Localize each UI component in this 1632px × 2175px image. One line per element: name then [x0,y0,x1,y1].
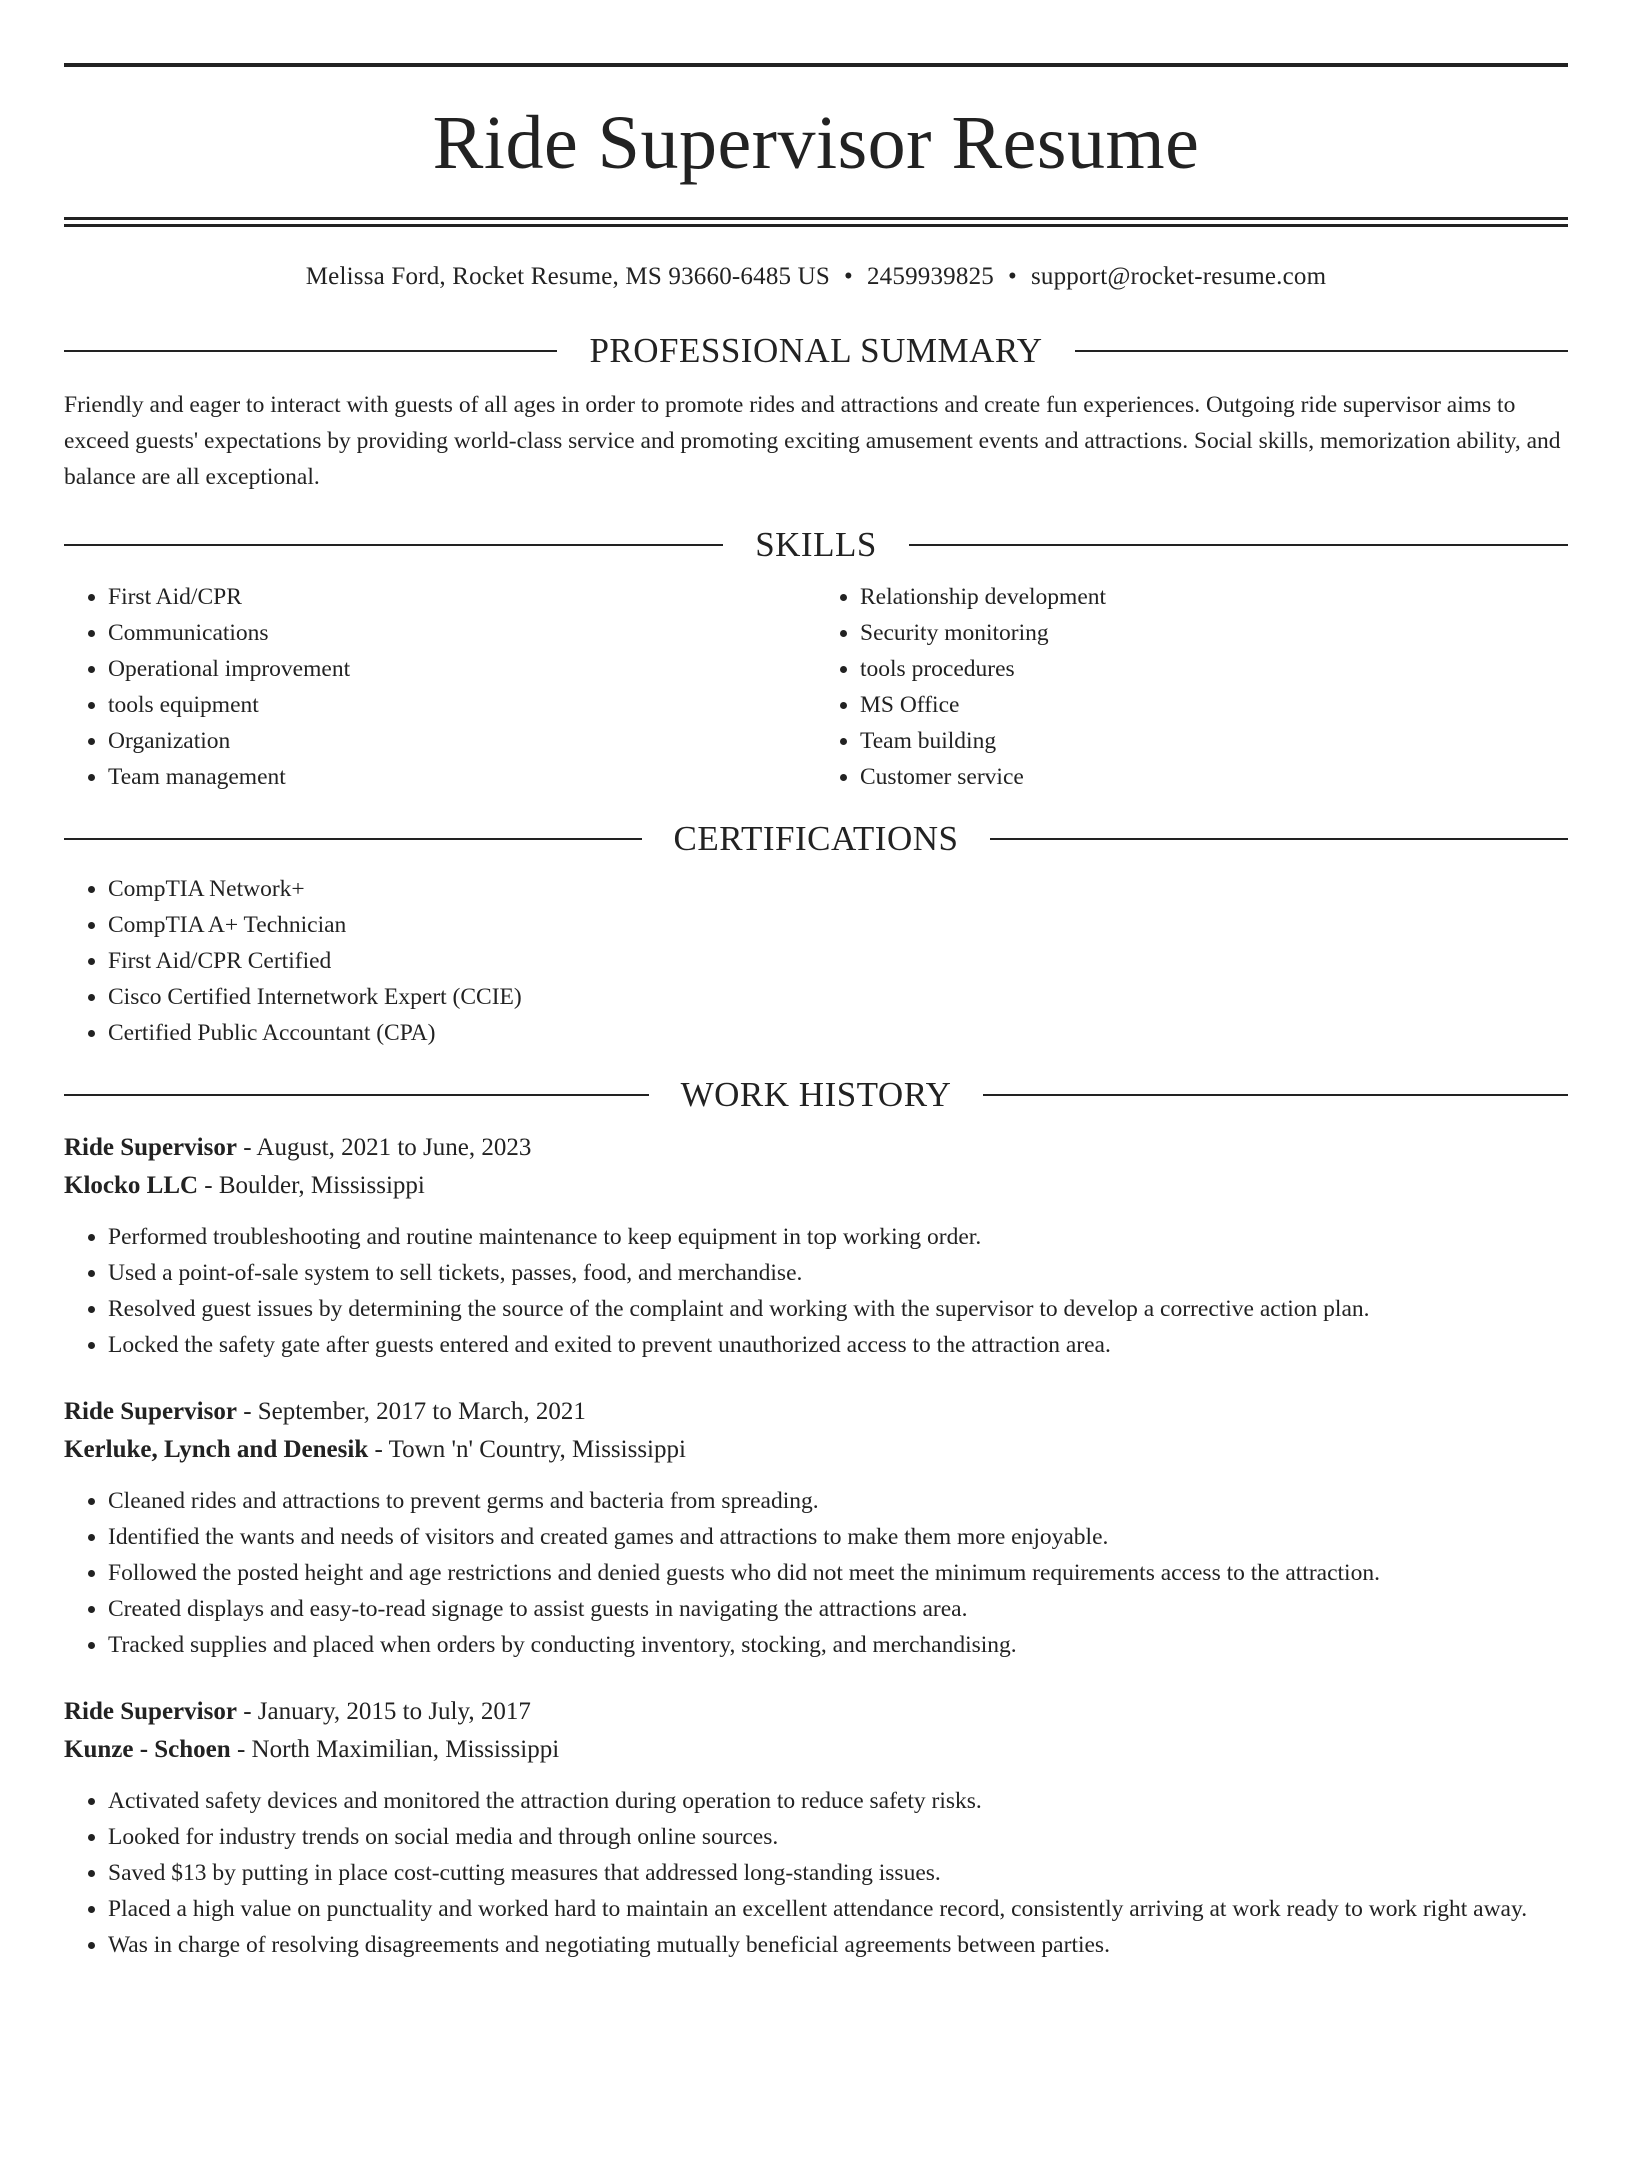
summary-heading [64,331,1568,371]
job-bullets [64,1219,1568,1363]
skill-item: • First Aid/CPR [108,579,816,615]
job-bullet: • Used a point-of-sale system to sell tickets, passes, food, and merchandise. [108,1255,1568,1291]
job-dates: - January, 2015 to July, 2017 [236,1698,531,1725]
skills-list [64,579,1568,795]
summary-text: Friendly and eager to interact with guests of all ages in order to promote rides and attractions and create fun experiences. Outgoing ride supervisor aims to exceed guests' expectations by providing world-class service and promoting exciting amusement events and attractions. Social skills, memorization ability, and balance are all exceptional. [64,392,1561,490]
skills-heading [64,525,1568,565]
certifications-heading-label: CERTIFICATIONS [673,819,959,858]
job-bullet: • Activated safety devices and monitored the attraction during operation to reduce safety risks. [108,1783,1568,1819]
certification-item: • CompTIA A+ Technician [108,907,1568,943]
certification-item: • Cisco Certified Internetwork Expert (CCIE) [108,979,1568,1015]
job-company: Kunze - Schoen [64,1736,231,1763]
heading-rule [983,1094,1568,1096]
skills-heading-label: SKILLS [755,525,877,564]
heading-rule [1075,350,1568,352]
skills-column-right [816,579,1568,795]
top-rule [64,63,1568,67]
job-bullet: • Saved $13 by putting in place cost-cutting measures that addressed long-standing issues. [108,1855,1568,1891]
job-company-line [64,1731,1568,1769]
job-bullet: • Placed a high value on punctuality and worked hard to maintain an excellent attendance record, consistently arriving at work ready to work right away. [108,1891,1568,1927]
double-rule [64,217,1568,227]
heading-rule [64,350,557,352]
job-bullet: • Followed the posted height and age restrictions and denied guests who did not meet the minimum requirements access to the attraction. [108,1555,1568,1591]
skill-item: • tools equipment [108,687,816,723]
heading-rule [64,1094,649,1096]
certifications-heading [64,819,1568,859]
resume-page [0,63,1632,2175]
job-bullet: • Resolved guest issues by determining the source of the complaint and working with the supervisor to develop a corrective action plan. [108,1291,1568,1327]
heading-rule [990,838,1568,840]
certification-item: • First Aid/CPR Certified [108,943,1568,979]
job-entry [64,1693,1568,1963]
job-company-line [64,1167,1568,1205]
job-bullets [64,1483,1568,1663]
job-location: - North Maximilian, Mississippi [230,1736,560,1763]
job-bullet: • Tracked supplies and placed when orders by conducting inventory, stocking, and merchandising. [108,1627,1568,1663]
skill-item: • Team building [860,723,1568,759]
job-title: Ride Supervisor [64,1134,237,1161]
skill-item: • MS Office [860,687,1568,723]
skill-item: • Relationship development [860,579,1568,615]
job-location: - Town 'n' Country, Mississippi [368,1436,686,1463]
contact-separator: • [844,263,853,290]
job-bullets [64,1783,1568,1963]
certifications-list [64,871,1568,1051]
job-company-line [64,1431,1568,1469]
job-bullet: • Cleaned rides and attractions to prevent germs and bacteria from spreading. [108,1483,1568,1519]
summary-heading-label: PROFESSIONAL SUMMARY [589,331,1043,370]
skill-item: • Organization [108,723,816,759]
skill-item: • Operational improvement [108,651,816,687]
heading-rule [64,544,723,546]
job-company: Klocko LLC [64,1172,199,1199]
work-history-heading [64,1075,1568,1115]
page-title: Ride Supervisor Resume [432,101,1200,185]
job-bullet: • Created displays and easy-to-read signage to assist guests in navigating the attractions area. [108,1591,1568,1627]
job-entry [64,1129,1568,1363]
contact-line [64,263,1568,291]
skill-item: • Team management [108,759,816,795]
job-title: Ride Supervisor [64,1398,237,1425]
skill-item: • Customer service [860,759,1568,795]
contact-email: support@rocket-resume.com [1030,263,1327,290]
work-history-heading-label: WORK HISTORY [680,1075,952,1114]
skill-item: • Security monitoring [860,615,1568,651]
contact-phone: 2459939825 [866,263,994,290]
job-entry [64,1393,1568,1663]
job-title: Ride Supervisor [64,1698,237,1725]
heading-rule [909,544,1568,546]
job-company: Kerluke, Lynch and Denesik [64,1436,369,1463]
job-bullet: • Identified the wants and needs of visitors and created games and attractions to make them more enjoyable. [108,1519,1568,1555]
skills-column-left [64,579,816,795]
skill-item: • Communications [108,615,816,651]
job-bullet: • Was in charge of resolving disagreements and negotiating mutually beneficial agreements between parties. [108,1927,1568,1963]
job-title-line [64,1129,1568,1167]
job-title-line [64,1693,1568,1731]
certification-item: • CompTIA Network+ [108,871,1568,907]
heading-rule [64,838,642,840]
job-location: - Boulder, Mississippi [198,1172,425,1199]
job-bullet: • Locked the safety gate after guests entered and exited to prevent unauthorized access to the attraction area. [108,1327,1568,1363]
certification-item: • Certified Public Accountant (CPA) [108,1015,1568,1051]
contact-separator: • [1007,263,1017,290]
skill-item: • tools procedures [860,651,1568,687]
job-title-line [64,1393,1568,1431]
job-bullet: • Looked for industry trends on social media and through online sources. [108,1819,1568,1855]
contact-address: Melissa Ford, Rocket Resume, MS 93660-6485 US [305,263,831,290]
job-dates: - September, 2017 to March, 2021 [236,1398,586,1425]
job-bullet: • Performed troubleshooting and routine maintenance to keep equipment in top working order. [108,1219,1568,1255]
job-dates: - August, 2021 to June, 2023 [236,1134,532,1161]
